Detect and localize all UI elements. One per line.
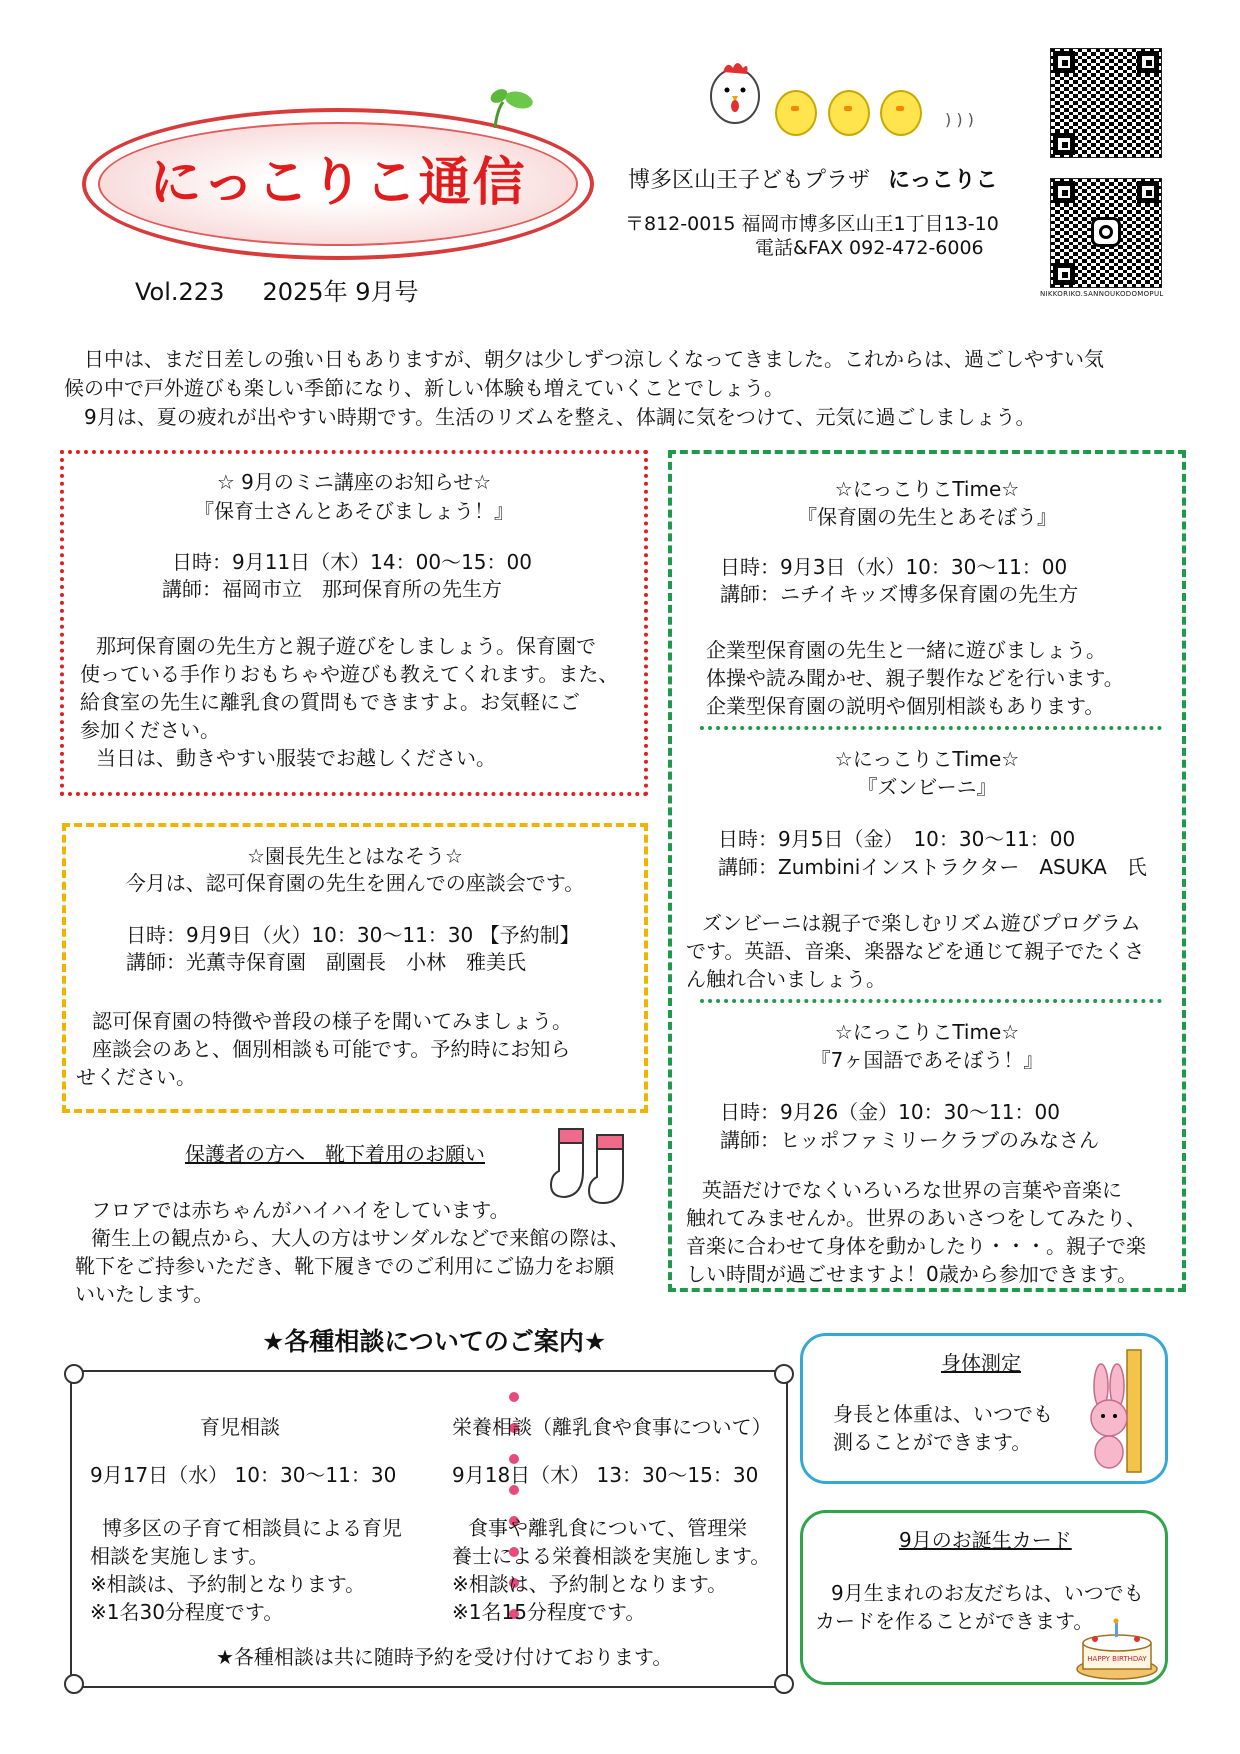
- postal-address: 〒812-0015 福岡市博多区山王1丁目13-10: [625, 213, 999, 235]
- body-line: 身長と体重は、いつでも: [833, 1402, 1053, 1426]
- measurement-title: 身体測定: [941, 1351, 1021, 1375]
- mini-lecture-lecturer: 講師：福岡市立 那珂保育所の先生方: [162, 577, 502, 601]
- body-line: です。英語、音楽、楽器などを通じて親子でたくさ: [686, 939, 1145, 963]
- time2-date: 日時：9月5日（金） 10：30～11：00: [718, 827, 1076, 851]
- body-line: 音楽に合わせて身体を動かしたり・・・。親子で楽: [686, 1234, 1146, 1258]
- principal-lecturer: 講師：光薫寺保育園 副園長 小林 雅美氏: [126, 950, 526, 974]
- consult-heading: ★各種相談についてのご案内★: [262, 1327, 607, 1356]
- time3-subtitle: 『7ヶ国語であそぼう！』: [810, 1048, 1044, 1072]
- principal-date: 日時：9月9日（火）10：30～11：30 【予約制】: [126, 923, 580, 947]
- scroll-curl: [774, 1674, 794, 1694]
- time1-subtitle: 『保育園の先生とあそぼう』: [797, 505, 1057, 529]
- instagram-icon: [1091, 217, 1121, 247]
- time3-date: 日時：9月26（金）10：30～11：00: [720, 1100, 1060, 1124]
- mini-lecture-date: 日時：9月11日（木）14：00～15：00: [172, 550, 532, 574]
- chick-icon: [775, 90, 817, 136]
- facility-short-name: にっこりこ: [888, 168, 998, 193]
- body-line: 博多区の子育て相談員による育児: [102, 1516, 402, 1540]
- notice-line: 靴下をご持参いただき、靴下履きでのご利用にご協力をお願: [75, 1254, 615, 1278]
- body-line: 9月生まれのお友だちは、いつでも: [831, 1581, 1144, 1605]
- body-line: 測ることができます。: [833, 1430, 1032, 1454]
- time3-body: [686, 1176, 1146, 1288]
- body-line: 食事や離乳食について、管理栄: [468, 1516, 748, 1540]
- childcare-consult-date: 9月17日（水） 10：30～11：30: [90, 1463, 397, 1487]
- intro-line: 9月は、夏の疲れが出やすい時期です。生活のリズムを整え、体調に気をつけて、元気に過ごしましょう。: [84, 405, 1036, 429]
- body-line: ズンビーニは親子で楽しむリズム遊びプログラム: [702, 911, 1141, 935]
- sprout-icon: [485, 80, 545, 130]
- consultation-scroll: [70, 1370, 788, 1688]
- chicken-icon: [705, 58, 765, 126]
- time3-title: ☆にっこりこTime☆: [834, 1020, 1020, 1044]
- notice-line: いいたします。: [75, 1282, 214, 1306]
- intro-line: 日中は、まだ日差しの強い日もありますが、朝夕は少しずつ涼しくなってきました。これからは、過ごしやすい気: [84, 347, 1104, 371]
- time1-lecturer: 講師：ニチイキッズ博多保育園の先生方: [720, 582, 1079, 606]
- nutrition-consult-title: 栄養相談（離乳食や食事について）: [452, 1415, 772, 1439]
- body-line: 使っている手作りおもちゃや遊びも教えてくれます。また、: [80, 662, 619, 686]
- body-line: 座談会のあと、個別相談も可能です。予約時にお知ら: [92, 1037, 571, 1061]
- phone-fax: 電話&FAX 092-472-6006: [755, 237, 984, 259]
- time2-lecturer: 講師：Zumbiniインストラクター ASUKA 氏: [718, 855, 1147, 879]
- measurement-body: [833, 1400, 1053, 1456]
- body-line: ん触れ合いましょう。: [686, 967, 886, 991]
- principal-talk-box: [62, 823, 648, 1113]
- birthday-title: 9月のお誕生カード: [899, 1528, 1072, 1552]
- birthday-cake-icon: [1075, 1617, 1161, 1681]
- instagram-handle: NIKKORIKO.SANNOUKODOMOPUL: [1040, 290, 1164, 298]
- scroll-curl: [774, 1364, 794, 1384]
- qr-code-website[interactable]: [1050, 48, 1162, 158]
- time2-body: [686, 909, 1144, 993]
- principal-title: ☆園長先生とはなそう☆: [247, 844, 463, 868]
- time2-title: ☆にっこりこTime☆: [834, 747, 1020, 771]
- body-line: 相談を実施します。: [90, 1544, 269, 1568]
- consult-footer: ★各種相談は共に随時予約を受け付けております。: [216, 1645, 673, 1669]
- volume-number: Vol.223: [135, 278, 225, 306]
- mini-lecture-subtitle: 『保育士さんとあそびましょう！』: [194, 499, 514, 523]
- childcare-consult-title: 育児相談: [200, 1415, 280, 1439]
- intro-paragraph: [64, 345, 1104, 432]
- body-line: 参加ください。: [80, 718, 220, 742]
- time2-subtitle: 『ズンビーニ』: [857, 775, 997, 799]
- body-line: せください。: [76, 1065, 196, 1089]
- issue-line: [135, 272, 418, 307]
- body-line: ※1名15分程度です。: [452, 1600, 646, 1624]
- chick-icon: [828, 90, 870, 136]
- body-line: ※相談は、予約制となります。: [452, 1572, 728, 1596]
- time1-date: 日時：9月3日（水）10：30～11：00: [720, 555, 1068, 579]
- issue-date: 2025年 9月号: [262, 278, 419, 306]
- time1-body: [706, 636, 1124, 720]
- newsletter-title: にっこりこ通信: [149, 153, 527, 213]
- address-block: [625, 212, 999, 260]
- time1-title: ☆にっこりこTime☆: [834, 477, 1020, 501]
- scroll-curl: [64, 1674, 84, 1694]
- socks-notice-title: 保護者の方へ 靴下着用のお願い: [185, 1142, 485, 1166]
- chick-icon: [880, 90, 922, 136]
- body-line: しい時間が過ごせますよ！0歳から参加できます。: [686, 1262, 1138, 1286]
- principal-body: [76, 1007, 572, 1091]
- section-divider: [700, 999, 1162, 1003]
- facility-full-name: 博多区山王子どもプラザ: [628, 168, 871, 193]
- scroll-curl: [64, 1364, 84, 1384]
- principal-subtitle: 今月は、認可保育園の先生を囲んでの座談会です。: [125, 871, 585, 895]
- body-line: カードを作ることができます。: [815, 1609, 1094, 1633]
- nutrition-consult-date: 9月18日（木） 13：30～15：30: [452, 1463, 759, 1487]
- mini-lecture-title: ☆ 9月のミニ講座のお知らせ☆: [216, 470, 492, 494]
- socks-icon: [545, 1125, 645, 1207]
- cake-text: HAPPY BIRTHDAY: [1087, 1655, 1147, 1663]
- body-line: 企業型保育園の説明や個別相談もあります。: [706, 694, 1105, 718]
- facility-name: [628, 163, 998, 194]
- birthday-card-box: [800, 1510, 1168, 1685]
- qr-code-instagram[interactable]: [1050, 178, 1162, 288]
- body-line: 那珂保育園の先生方と親子遊びをしましょう。保育園で: [96, 634, 596, 658]
- mini-lecture-body: [80, 632, 618, 772]
- nikkorico-time-box: [668, 450, 1186, 1292]
- notice-line: フロアでは赤ちゃんがハイハイをしています。: [91, 1198, 510, 1222]
- socks-notice-body: [75, 1196, 629, 1308]
- body-line: ※相談は、予約制となります。: [90, 1572, 366, 1596]
- time3-lecturer: 講師：ヒッポファミリークラブのみなさん: [720, 1128, 1099, 1152]
- section-divider: [700, 726, 1162, 730]
- body-line: 体操や読み聞かせ、親子製作などを行います。: [706, 666, 1124, 690]
- mini-lecture-box: [60, 450, 648, 796]
- body-line: 認可保育園の特徴や普段の様子を聞いてみましょう。: [92, 1009, 572, 1033]
- body-line: 養士による栄養相談を実施します。: [452, 1544, 771, 1568]
- body-line: 英語だけでなくいろいろな世界の言葉や音楽に: [702, 1178, 1122, 1202]
- body-line: 当日は、動きやすい服装でお越しください。: [96, 746, 496, 770]
- body-line: 触れてみませんか。世界のあいさつをしてみたり、: [686, 1206, 1146, 1230]
- body-line: 給食室の先生に離乳食の質問もできますよ。お気軽にご: [80, 690, 580, 714]
- intro-line: 候の中で戸外遊びも楽しい季節になり、新しい体験も増えていくことでしょう。: [64, 376, 784, 400]
- body-line: 企業型保育園の先生と一緒に遊びましょう。: [706, 638, 1106, 662]
- childcare-consult-body: [90, 1514, 402, 1626]
- nutrition-consult-body: [452, 1514, 770, 1626]
- body-line: ※1名30分程度です。: [90, 1600, 284, 1624]
- notice-line: 衛生上の観点から、大人の方はサンダルなどで来館の際は、: [91, 1226, 630, 1250]
- footstep-marks: ) ) ): [945, 110, 974, 129]
- body-measurement-box: [800, 1333, 1168, 1484]
- rabbit-height-icon: [1075, 1346, 1153, 1478]
